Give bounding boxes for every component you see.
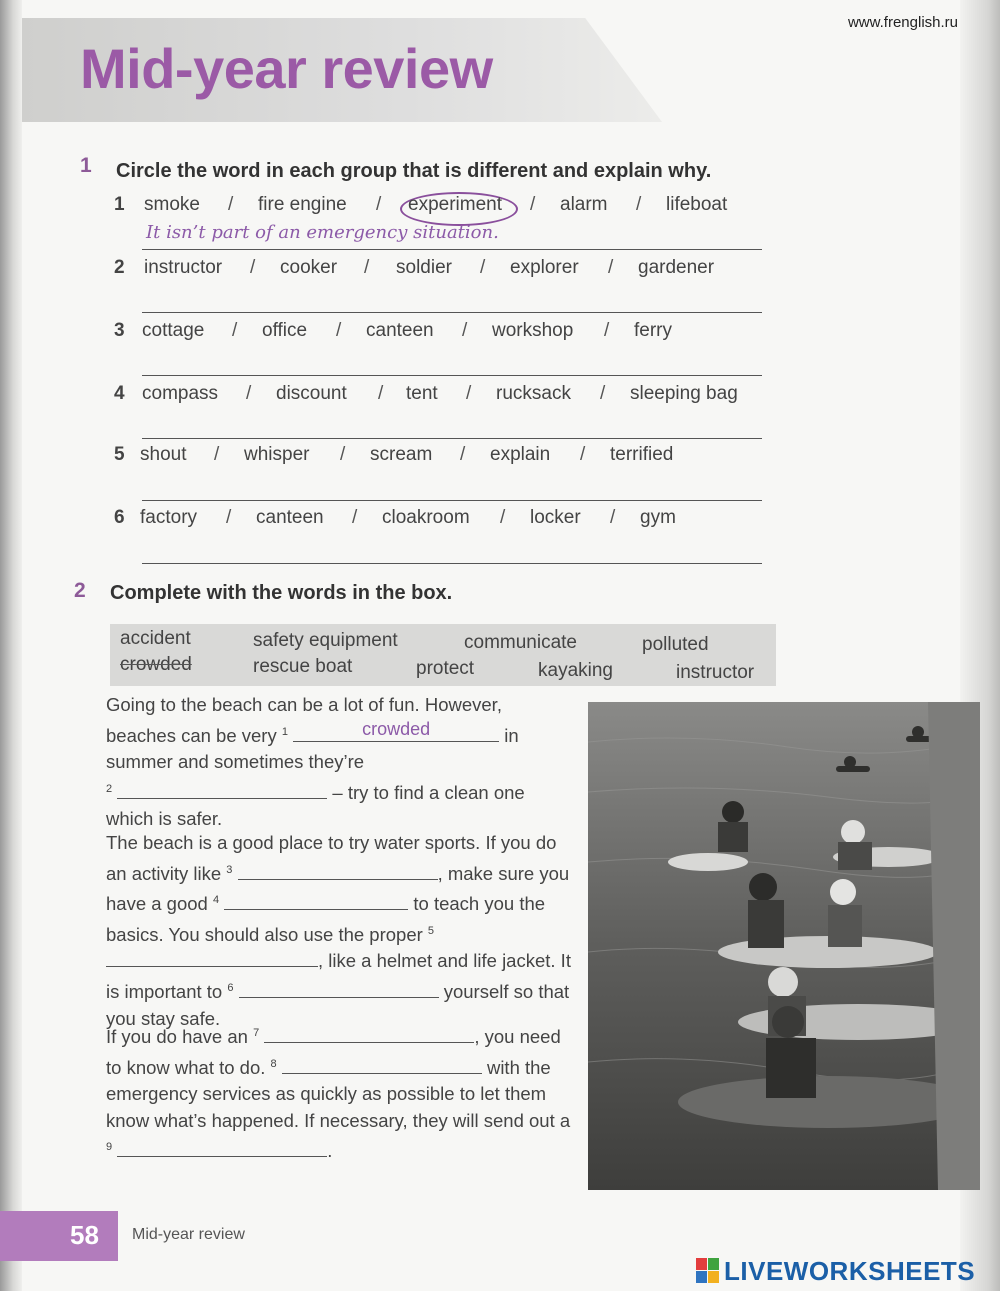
box-word: rescue boat (253, 656, 353, 677)
word-option[interactable]: sleeping bag (630, 383, 738, 404)
worksheet-page: www.frenglish.ru Mid-year review 1 Circle the word in each group that is different and explain why. 1 smoke / fire engine / experiment / alarm / lifeboat It isn’t part of an emergency situation. 2 instructor / cooker / soldier / explorer / gardener 3 cottage / office / canteen / workshop / ferry 4 compass / discount / tent / rucksack / sleeping bag 5 shout / whisper / scream / explain / terrified 6 factory / canteen / cloakroom / locker / gym 2 Complete with the words in the box. accident safety equipment communicate polluted crowded rescue boat protect kayaking instructor Going to the beach can be a lot of fun. However, beaches can be very $^1$ crowded in summer and sometimes they’re $^2$ – try to find a clean one which is safer. The beach is a good place to try water sports. If you do an activity like $^3$ , make sure you have a good $^4$ to teach you the basics. You should also use the proper $^5$ , like a helmet and life jacket. It is important to $^6$ yourself so that you stay safe. If you do have an $^7$ , you need to know what to do. $^8$ with the emergency services as quickly as possible to let them know what’s happened. If necessary, they will send out a $^9$ . 58 Mid-year review LIVEWORKSHEETS (0, 0, 1000, 1291)
word-option[interactable]: instructor (144, 257, 223, 278)
box-word: instructor (676, 662, 755, 683)
gap-number: 7 (253, 1027, 260, 1039)
liveworksheets-watermark: LIVEWORKSHEETS (724, 1256, 976, 1286)
word-box (110, 624, 776, 686)
kayakers-photo (588, 702, 980, 1190)
gap-number: 4 (212, 894, 220, 907)
word-option[interactable]: scream (370, 444, 433, 465)
gap-4-input[interactable] (224, 891, 408, 910)
word-option[interactable]: explorer (510, 257, 579, 278)
paragraph-1 (106, 692, 576, 833)
page-binding-shadow (0, 0, 22, 1291)
word-option[interactable]: alarm (560, 194, 608, 215)
gap-8-input[interactable] (282, 1055, 482, 1074)
word-option[interactable]: office (262, 320, 308, 341)
text: , like a helmet and life jacket. It is important to (106, 950, 571, 1003)
row-number: 2 (114, 257, 125, 278)
row-number: 6 (114, 507, 125, 528)
text: to teach you the basics. You should also use the proper (106, 893, 546, 945)
box-word: accident (120, 628, 191, 649)
word-option[interactable]: gardener (638, 257, 715, 278)
word-option[interactable]: rucksack (496, 383, 571, 404)
word-option[interactable]: locker (530, 507, 581, 528)
text: Going to the beach can be a lot of fun. However, beaches can be very (106, 694, 502, 746)
gap-1-input[interactable] (293, 719, 499, 742)
site-url: www.frenglish.ru (847, 14, 958, 31)
word-option[interactable]: cottage (142, 320, 205, 341)
liveworksheets-logo-icon (696, 1258, 720, 1284)
gap-1-answer: crowded (362, 719, 431, 740)
gap-6-input[interactable] (239, 979, 439, 998)
footer-label: Mid-year review (132, 1226, 245, 1243)
answer-line-4[interactable] (142, 437, 762, 439)
word-option[interactable]: compass (142, 383, 219, 404)
answer-line-6[interactable] (142, 562, 762, 564)
word-option[interactable]: cooker (280, 257, 338, 278)
answer-1-handwritten[interactable]: It isn’t part of an emergency situation. (146, 222, 499, 243)
page-title: Mid-year review (80, 37, 493, 100)
word-option[interactable]: whisper (244, 444, 310, 465)
text: yourself so that you stay safe. (106, 981, 570, 1029)
word-option[interactable]: gym (640, 507, 676, 528)
gap-number: 9 (106, 1141, 113, 1154)
row-number: 5 (114, 444, 125, 465)
box-word: kayaking (538, 660, 613, 681)
footer-bar (0, 1211, 118, 1261)
row-number: 3 (114, 320, 125, 341)
word-option[interactable]: workshop (492, 320, 574, 341)
word-option[interactable]: tent (406, 383, 438, 404)
kayak-illustration (588, 702, 980, 1190)
gap-number: 1 (281, 725, 288, 738)
page-number: 58 (70, 1220, 99, 1250)
word-option[interactable]: fire engine (258, 194, 347, 215)
word-option[interactable]: ferry (634, 320, 672, 341)
exercise-2-instruction: Complete with the words in the box. (110, 582, 453, 604)
gap-9-input[interactable] (117, 1138, 327, 1157)
gap-number: 6 (227, 981, 234, 994)
paragraph-2 (106, 830, 576, 1032)
word-option[interactable]: smoke (144, 194, 200, 215)
box-word: polluted (642, 634, 709, 655)
word-option[interactable]: discount (276, 383, 347, 404)
text: – try to find a clean one which is safer. (106, 781, 525, 830)
exercise-1-instruction: Circle the word in each group that is different and explain why. (116, 160, 712, 182)
gap-5-input[interactable] (106, 948, 318, 967)
gap-number: 5 (427, 924, 435, 937)
word-option[interactable]: experiment (408, 194, 502, 215)
exercise-1-number: 1 (80, 154, 92, 177)
answer-line-3[interactable] (142, 374, 762, 376)
text: If you do have an (106, 1026, 248, 1048)
gap-7-input[interactable] (264, 1024, 474, 1043)
box-word: protect (416, 658, 475, 679)
row-number: 4 (114, 383, 125, 404)
word-option[interactable]: shout (140, 444, 187, 465)
row-number: 1 (114, 194, 125, 215)
text: , make sure you have a good (106, 862, 570, 915)
gap-number: 3 (226, 863, 233, 876)
gap-2-input[interactable] (117, 780, 327, 799)
word-option[interactable]: soldier (396, 257, 452, 278)
gap-number: 2 (106, 782, 113, 795)
exercise-2-number: 2 (74, 579, 86, 602)
word-option[interactable]: canteen (366, 320, 434, 341)
gap-3-input[interactable] (238, 861, 438, 880)
word-option[interactable]: explain (490, 444, 551, 465)
text: in summer and sometimes they’re (106, 724, 519, 773)
answer-line-2[interactable] (142, 311, 762, 313)
word-option[interactable]: canteen (256, 507, 324, 528)
word-option[interactable]: factory (140, 507, 198, 528)
gap-number: 8 (270, 1057, 277, 1070)
text: , you need to know what to do. (106, 1026, 561, 1078)
paragraph-3 (106, 1020, 576, 1165)
box-word: communicate (464, 632, 577, 653)
text: The beach is a good place to try water sports. If you do an activity like (106, 832, 557, 884)
word-option[interactable]: terrified (610, 444, 674, 465)
box-word: safety equipment (253, 630, 398, 651)
box-word-crossed: crowded (120, 654, 192, 675)
answer-line-5[interactable] (142, 499, 762, 501)
answer-line-1[interactable] (142, 248, 762, 250)
word-option[interactable]: lifeboat (666, 194, 728, 215)
word-option[interactable]: cloakroom (382, 507, 470, 528)
text: . (327, 1140, 333, 1162)
text: with the emergency services as quickly as possible to let them know what’s happened. If necessary, they will send out a (106, 1056, 571, 1131)
